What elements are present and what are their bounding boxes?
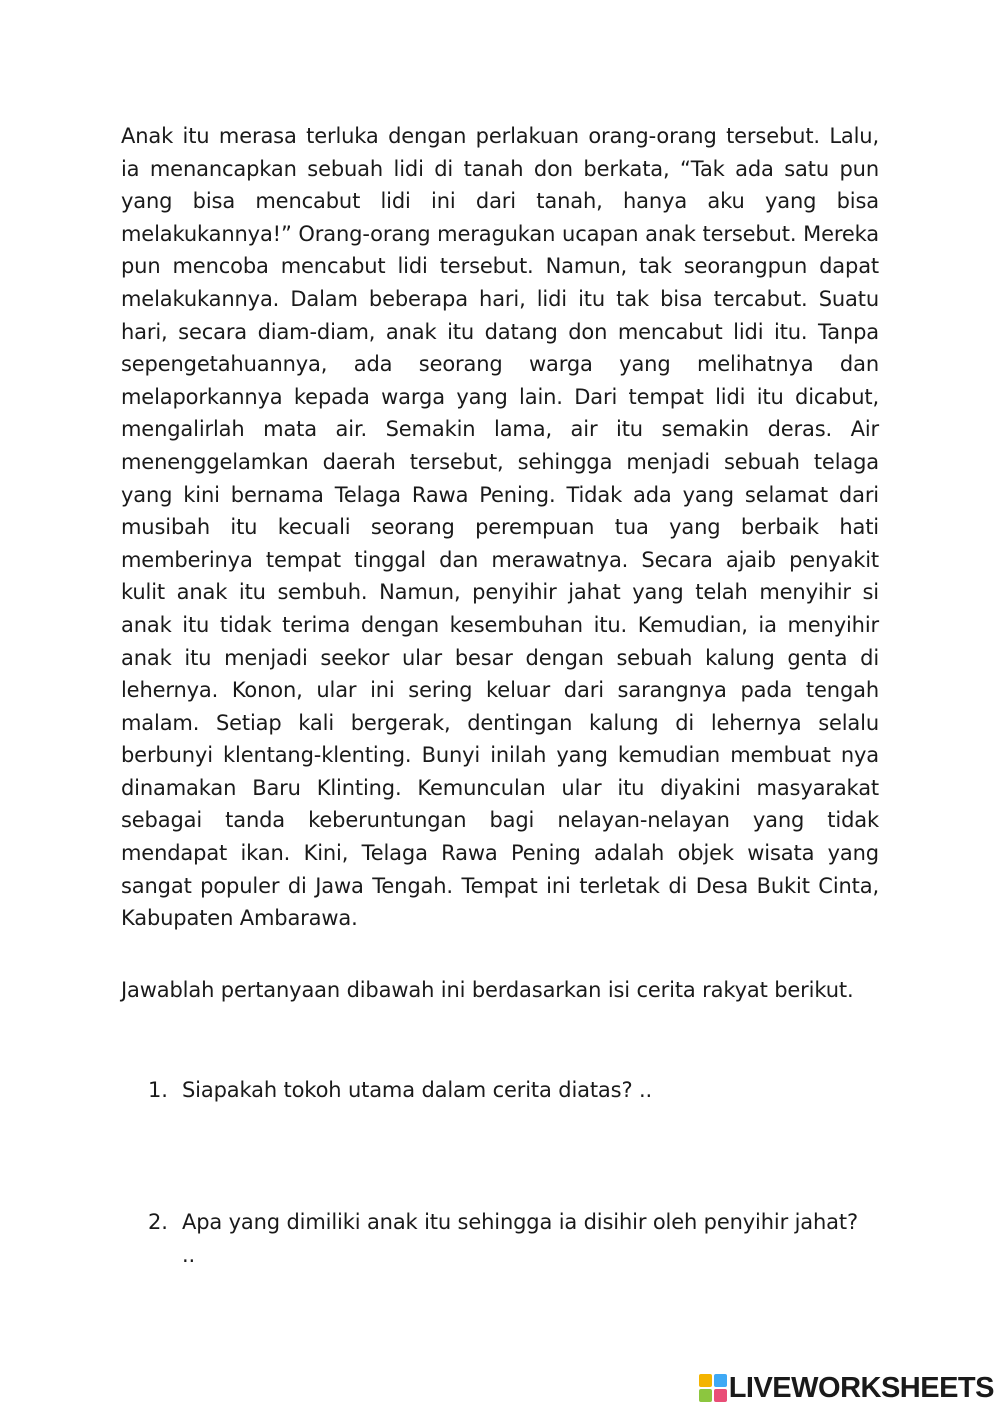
question-number: 2. [148,1210,168,1234]
logo-square-blue [714,1374,727,1387]
answer-blank[interactable]: .. [182,1242,196,1267]
logo-square-green [699,1389,712,1402]
story-paragraph: Anak itu merasa terluka dengan perlakuan orang-orang tersebut. Lalu, ia menancapkan sebuah lidi di tanah don berkata, “Tak ada satu pun yang bisa mencabut lidi ini dari tanah, hanya aku yang bisa melakukannya!” Orang-orang meragukan ucapan anak tersebut. Mereka pun mencoba mencabut lidi tersebut. Namun, tak seorangpun dapat melakukannya. Dalam beberapa hari, lidi itu tak bisa tercabut. Suatu hari, secara diam-diam, anak itu datang don mencabut lidi itu. Tanpa sepengetahuannya, ada seorang warga yang melihatnya dan melaporkannya kepada warga yang lain. Dari tempat lidi itu dicabut, mengalirlah mata air. Semakin lama, air itu semakin deras. Air menenggelamkan daerah tersebut, sehingga menjadi sebuah telaga yang kini bernama Telaga Rawa Pening. Tidak ada yang selamat dari musibah itu kecuali seorang perempuan tua yang berbaik hati memberinya tempat tinggal dan merawatnya. Secara ajaib penyakit kulit anak itu sembuh. Namun, penyihir jahat yang telah menyihir si anak itu tidak terima dengan kesembuhan itu. Kemudian, ia menyihir anak itu menjadi seekor ular besar dengan sebuah kalung genta di lehernya. Konon, ular ini sering keluar dari sarangnya pada tengah malam. Setiap kali bergerak, dentingan kalung di lehernya selalu berbunyi klentang-klenting. Bunyi inilah yang kemudian membuat nya dinamakan Baru Klinting. Kemunculan ular itu diyakini masyarakat sebagai tanda keberuntungan bagi nelayan-nelayan yang tidak mendapat ikan. Kini, Telaga Rawa Pening adalah objek wisata yang sangat populer di Jawa Tengah. Tempat ini terletak di Desa Bukit Cinta, Kabupaten Ambarawa. [121,124,879,931]
question-text-wrap [182,1206,883,1271]
liveworksheets-brand [699,1371,994,1405]
question-text: Apa yang dimiliki anak itu sehingga ia disihir oleh penyihir jahat? [182,1210,858,1234]
brand-name: LIVEWORKSHEETS [728,1372,994,1404]
question-number: 1. [148,1078,168,1102]
question-text: Siapakah tokoh utama dalam cerita diatas? .. [182,1078,653,1102]
question-item-2 [148,1206,883,1271]
liveworksheets-logo-icon [699,1374,727,1402]
logo-square-pink [714,1389,727,1402]
instruction-text: Jawablah pertanyaan dibawah ini berdasarkan isi cerita rakyat berikut. [121,978,854,1002]
question-item-1 [148,1074,883,1107]
logo-square-yellow [699,1374,712,1387]
